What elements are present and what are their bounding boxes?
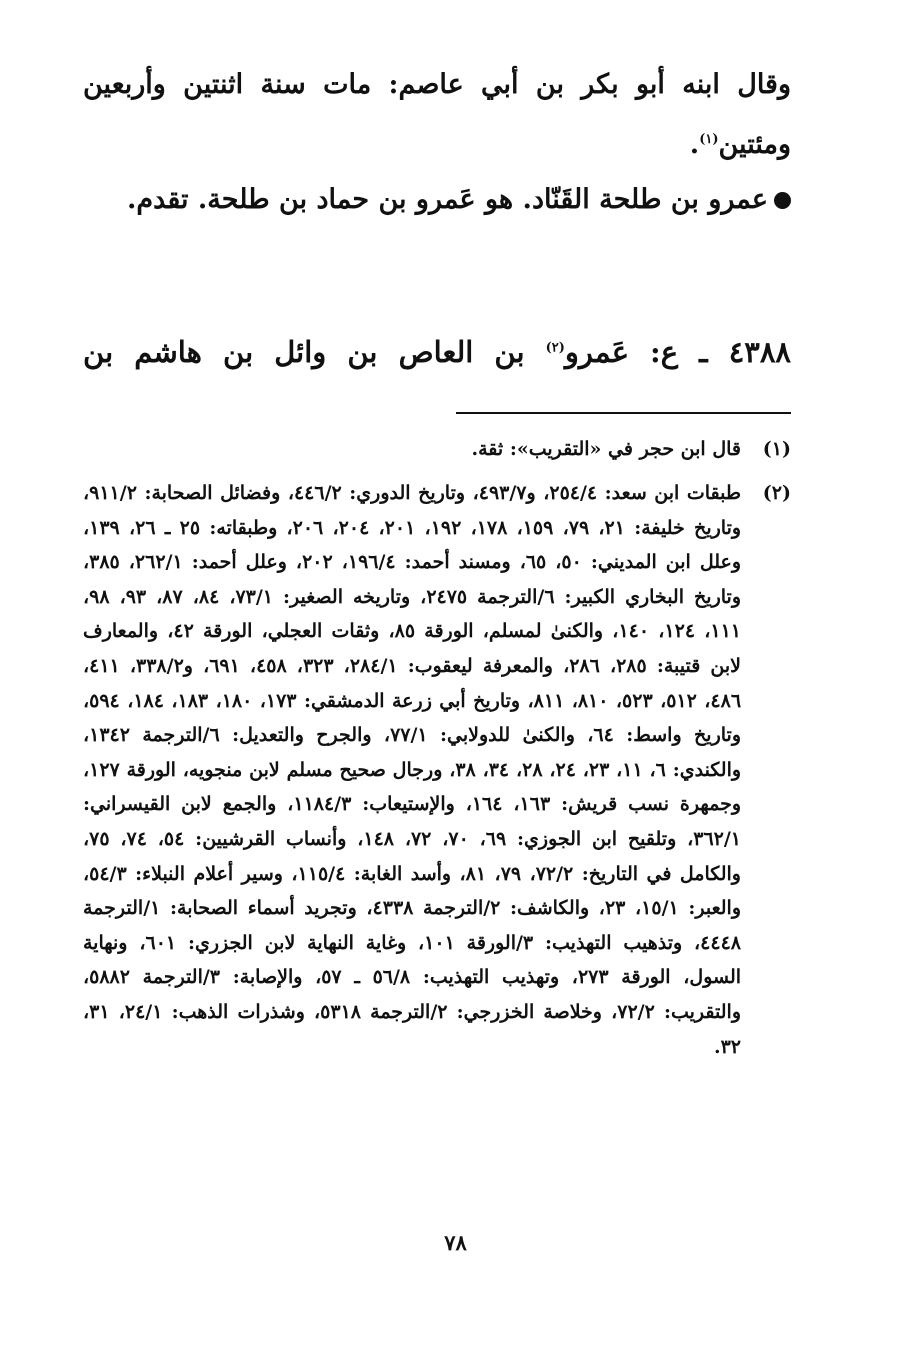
- footnote-marker: (١): [762, 438, 791, 460]
- entry-number-and-name: ٤٣٨٨ ـ ع: عَمرو: [564, 335, 791, 369]
- bullet-dot-icon: [774, 192, 791, 209]
- footnote-text: قال ابن حجر في «التقريب»: ثقة.: [471, 438, 741, 460]
- page-number: ٧٨: [444, 1230, 467, 1255]
- entry-lineage: بن العاص بن وائل بن هاشم بن: [83, 335, 546, 369]
- footnote-ref-2: (٢): [545, 340, 565, 356]
- entry-heading: [83, 322, 791, 382]
- footnote-marker: (٢): [762, 482, 791, 504]
- narration-text: وقال ابنه أبو بكر بن أبي عاصم: مات سنة اثنتين وأربعين ومئتين: [83, 69, 791, 160]
- narration-paragraph: [83, 55, 791, 175]
- cross-reference-text: عمرو بن طلحة القَنّاد. هو عَمرو بن حماد بن طلحة. تقدم.: [127, 184, 768, 215]
- footnote-text: طبقات ابن سعد: ٢٥٤/٤، و٤٩٣/٧، وتاريخ الدوري: ٤٤٦/٢، وفضائل الصحابة: ٩١١/٢، وتاريخ خليفة: ٢١، ٧٩، ١٥٩، ١٧٨، ١٩٢، ٢٠١، ٢٠٤، ٢٠٦، وطبقاته: ٢٥ ـ ٢٦، ١٣٩، وعلل ابن المديني: ٥٠، ٦٥، ومسند أحمد: ١٩٦/٤، ٢٠٢، وعلل أحمد: ٢٦٢/١، ٣٨٥، وتاريخ البخاري الكبير: ٦/الترجمة ٢٤٧٥، وتاريخه الصغير: ٧٣/١، ٨٤، ٨٧، ٩٣، ٩٨، ١١١، ١٢٤، ١٤٠، والكنىٰ لمسلم، الورقة ٨٥، وثقات العجلي، الورقة ٤٢، والمعارف لابن قتيبة: ٢٨٥، ٢٨٦، والمعرفة ليعقوب: ٢٨٤/١، ٣٢٣، ٤٥٨، ٦٩١، و٣٣٨/٢، ٤١١، ٤٨٦، ٥١٢، ٥٢٣، ٨١٠، ٨١١، وتاريخ أبي زرعة الدمشقي: ١٧٣، ١٨٠، ١٨٣، ١٨٤، ٥٩٤، وتاريخ واسط: ٦٤، والكنىٰ للدولابي: ٧٧/١، والجرح والتعديل: ٦/الترجمة ١٣٤٢، والكندي: ٦، ١١، ٢٣، ٢٤، ٢٨، ٣٤، ٣٨، ورجال صحيح مسلم لابن منجويه، الورقة ١٢٧، وجمهرة نسب قريش: ١٦٣، ١٦٤، والإستيعاب: ١١٨٤/٣، والجمع لابن القيسراني: ٣٦٢/١، وتلقيح ابن الجوزي: ٦٩، ٧٠، ٧٢، ١٤٨، وأنساب القرشيين: ٥٤، ٧٤، ٧٥، والكامل في التاريخ: ٧٢/٢، ٧٩، ٨١، وأسد الغابة: ١١٥/٤، وسير أعلام النبلاء: ٥٤/٣، والعبر: ١٥/١، ٢٣، والكاشف: ٢/الترجمة ٤٣٣٨، وتجريد أسماء الصحابة: ١/الترجمة ٤٤٤٨، وتذهيب التهذيب: ٣/الورقة ١٠١، وغاية النهاية لابن الجزري: ٦٠١، ونهاية السول، الورقة ٢٧٣، وتهذيب التهذيب: ٥٦/٨ ـ ٥٧، والإصابة: ٣/الترجمة ٥٨٨٢، والتقريب: ٧٢/٢، وخلاصة الخزرجي: ٢/الترجمة ٥٣١٨، وشذرات الذهب: ٢٤/١، ٣١، ٣٢.: [83, 482, 742, 1058]
- footnote-ref-1: (١): [699, 132, 719, 147]
- footnote-2: [83, 476, 791, 1064]
- cross-reference-paragraph: [83, 170, 791, 230]
- footnote-separator: [456, 412, 791, 414]
- narration-end-mark: .: [689, 129, 700, 160]
- footnote-1: [83, 432, 791, 467]
